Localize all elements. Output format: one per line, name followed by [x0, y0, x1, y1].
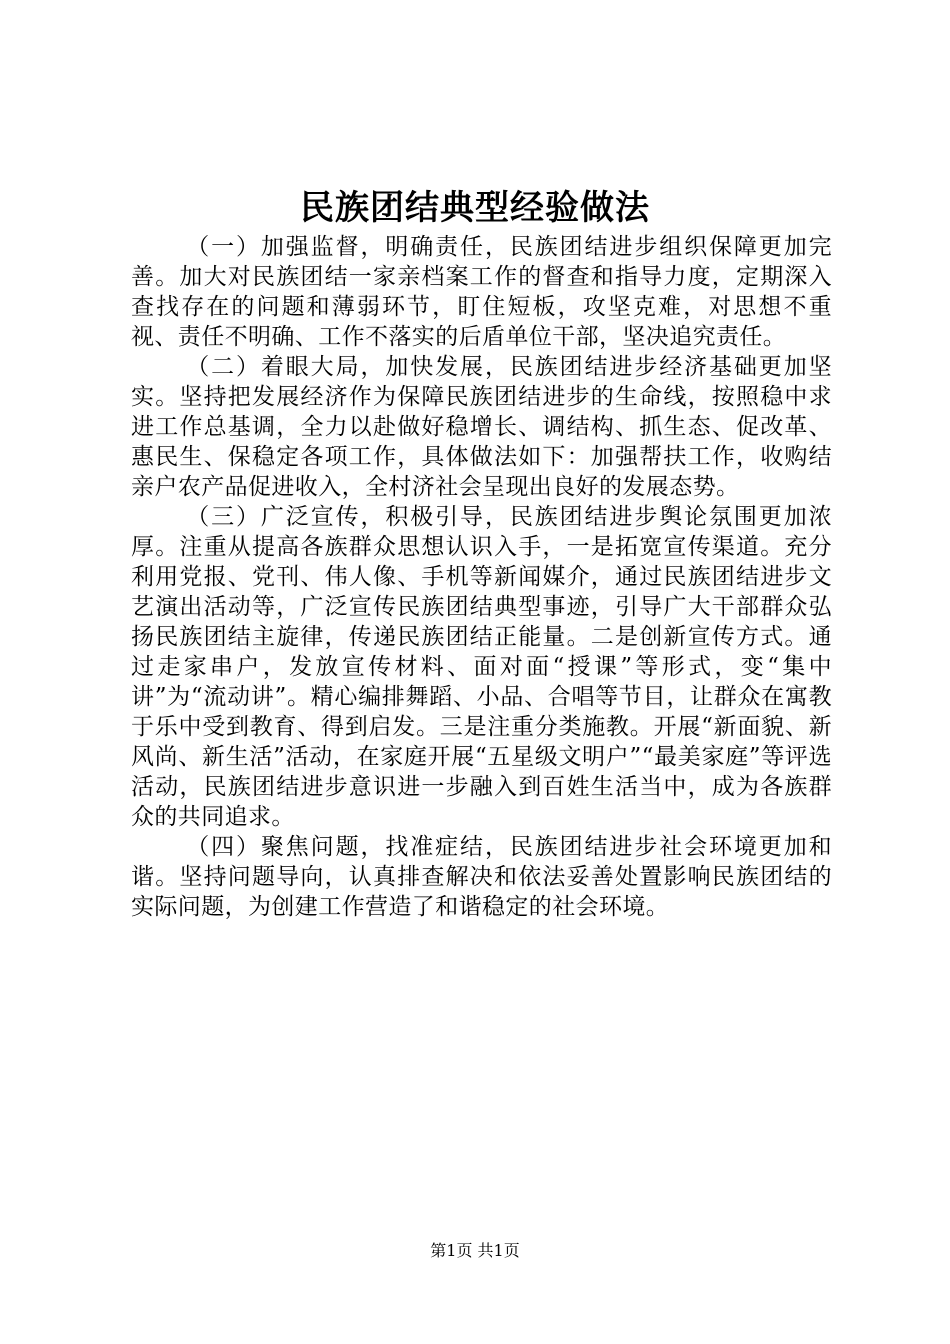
paragraph-3: （三）广泛宣传，积极引导，民族团结进步舆论氛围更加浓厚。注重从提高各族群众思想认识入手，一是拓宽宣传渠道。充分利用党报、党刊、伟人像、手机等新闻媒介，通过民族团结进步文艺演出活动等，广泛宣传民族团结典型事迹，引导广大干部群众弘扬民族团结主旋律，传递民族团结正能量。二是创新宣传方式。通过走家串户，发放宣传材料、面对面“授课”等形式，变“集中讲”为“流动讲”。精心编排舞蹈、小品、合唱等节目，让群众在寓教于乐中受到教育、得到启发。三是注重分类施教。开展“新面貌、新风尚、新生活”活动，在家庭开展“五星级文明户”“最美家庭”等评选活动，民族团结进步意识进一步融入到百姓生活当中，成为各族群众的共同追求。: [131, 504, 832, 830]
paragraph-2: （二）着眼大局，加快发展，民族团结进步经济基础更加坚实。坚持把发展经济作为保障民族团结进步的生命线，按照稳中求进工作总基调，全力以赴做好稳增长、调结构、抓生态、促改革、惠民生、保稳定各项工作，具体做法如下：加强帮扶工作，收购结亲户农产品促进收入，全村济社会呈现出良好的发展态势。: [131, 354, 832, 500]
paragraph-4: （四）聚焦问题，找准症结，民族团结进步社会环境更加和谐。坚持问题导向，认真排查解决和依法妥善处置影响民族团结的实际问题，为创建工作营造了和谐稳定的社会环境。: [131, 834, 832, 920]
page-number: 第1页 共1页: [430, 1241, 520, 1260]
document-body: [131, 232, 832, 922]
document-title: 民族团结典型经验做法: [300, 188, 650, 228]
paragraph-1: （一）加强监督，明确责任，民族团结进步组织保障更加完善。加大对民族团结一家亲档案工作的督查和指导力度，定期深入查找存在的问题和薄弱环节，盯住短板，攻坚克难，对思想不重视、责任不明确、工作不落实的后盾单位干部，坚决追究责任。: [131, 234, 832, 350]
